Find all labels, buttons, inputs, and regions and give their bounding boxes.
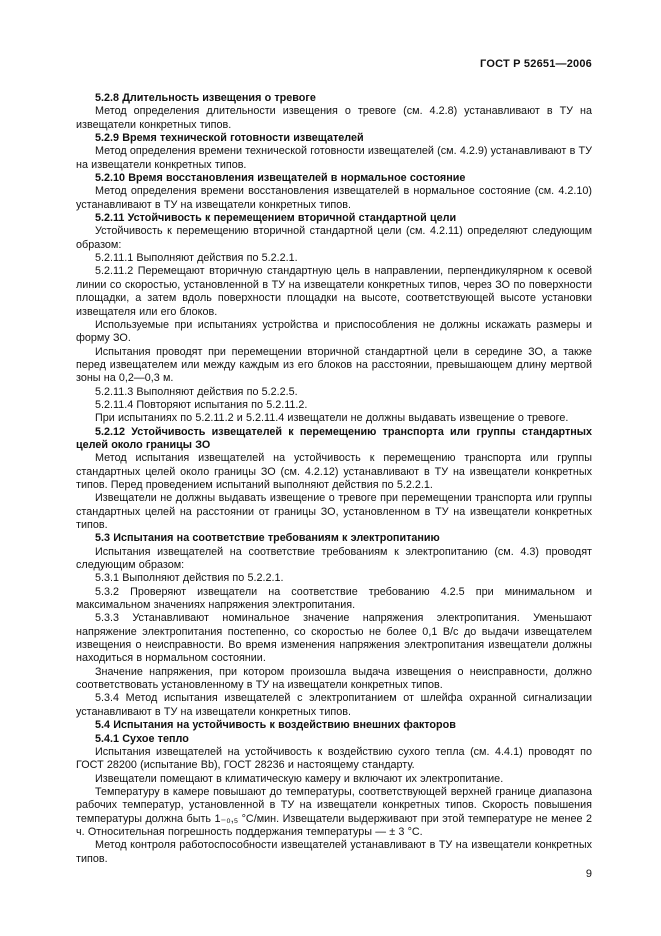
paragraph: Извещатели помещают в климатическую камеру и включают их электропитание. (95, 772, 504, 785)
section-heading: 5.2.9 Время технической готовности извещателей (95, 132, 364, 145)
paragraph: При испытаниях по 5.2.11.2 и 5.2.11.4 извещатели не должны выдавать извещение о тревоге. (95, 412, 569, 425)
paragraph: 5.2.11.4 Повторяют испытания по 5.2.11.2. (95, 398, 308, 411)
paragraph: Метод испытания извещателей на устойчивость к перемещению транспорта или группы стандартных целей около границы ЗО (см. 4.2.12) устанавливают в ТУ на извещатели конкретных типов. Перед проведением испытаний выполняют действия по 5.2.2.1. (76, 452, 592, 491)
paragraph: 5.2.11.1 Выполняют действия по 5.2.2.1. (95, 252, 298, 265)
paragraph: Метод контроля работоспособности извещателей устанавливают в ТУ на извещатели конкретных типов. (76, 839, 592, 865)
paragraph: 5.3.2 Проверяют извещатели на соответствие требованию 4.2.5 при минимальном и максимальном значениях напряжения электропитания. (76, 585, 592, 612)
paragraph: Используемые при испытаниях устройства и приспособления не должны искажать размеры и форму ЗО. (76, 318, 592, 345)
paragraph: 5.3.3 Устанавливают номинальное значение напряжения электропитания. Уменьшают напряжение электропитания постепенно, со скоростью не более 0,1 В/с до выдачи извещателем извещения о неисправности. Во время изменения напряжения электропитания извещатели должны находиться в нормальном состоянии. (76, 612, 592, 665)
paragraph: 5.3.1 Выполняют действия по 5.2.2.1. (95, 572, 284, 585)
section-heading: 5.2.8 Длительность извещения о тревоге (95, 92, 316, 104)
document-code-header: ГОСТ Р 52651—2006 (480, 58, 592, 70)
paragraph: Метод определения длительности извещения о тревоге (см. 4.2.8) устанавливают в ТУ на извещатели конкретных типов. (76, 105, 592, 131)
document-body (76, 92, 592, 866)
paragraph: 5.2.11.2 Перемещают вторичную стандартную цель в направлении, перпендикулярном к осевой линии со скоростью, установленной в ТУ на извещатели конкретных типов, через ЗО по поверхности площадки, а затем вдоль поверхности площадки на высоте, соответствующей высоте установки извещателя или его блоков. (76, 265, 592, 318)
section-heading: 5.2.10 Время восстановления извещателей в нормальное состояние (95, 172, 466, 185)
section-heading: 5.2.11 Устойчивость к перемещением вторичной стандартной цели (95, 212, 457, 225)
section-heading: 5.3 Испытания на соответствие требованиям к электропитанию (95, 532, 440, 545)
paragraph: Значение напряжения, при котором произошла выдача извещения о неисправности, должно соответствовать установленному в ТУ на извещатели конкретных типов. (76, 665, 592, 692)
paragraph: 5.2.11.3 Выполняют действия по 5.2.2.5. (95, 385, 298, 398)
paragraph: Испытания извещателей на соответствие требованиям к электропитанию (см. 4.3) проводят следующим образом: (76, 545, 592, 572)
paragraph: Извещатели не должны выдавать извещение о тревоге при перемещении транспорта или группы стандартных целей на расстоянии от границы ЗО, установленном в ТУ на извещатели конкретных типов. (76, 492, 592, 531)
paragraph: Метод определения времени технической готовности извещателей (см. 4.2.9) устанавливают в ТУ на извещатели конкретных типов. (76, 145, 592, 171)
section-heading: 5.4.1 Сухое тепло (95, 732, 189, 745)
paragraph: Устойчивость к перемещению вторичной стандартной цели (см. 4.2.11) определяют следующим образом: (76, 225, 592, 251)
section-heading: 5.4 Испытания на устойчивость к воздействию внешних факторов (95, 719, 456, 732)
section-heading: 5.2.12 Устойчивость извещателей к перемещению транспорта или группы стандартных целей около границы ЗО (76, 425, 592, 451)
paragraph: Испытания проводят при перемещении вторичной стандартной цели в середине ЗО, а также перед извещателем или между каждым из его блоков на расстоянии, превышающем длину мертвой зоны на 0,2—0,3 м. (76, 345, 592, 385)
paragraph: Испытания извещателей на устойчивость к воздействию сухого тепла (см. 4.4.1) проводят по ГОСТ 28200 (испытание Bb), ГОСТ 28236 и настоящему стандарту. (76, 745, 592, 772)
paragraph: Метод определения времени восстановления извещателей в нормальное состояние (см. 4.2.10) устанавливают в ТУ на извещатели конкретных типов. (76, 185, 592, 211)
paragraph: Температуру в камере повышают до температуры, соответствующей верхней границе диапазона рабочих температур, установленной в ТУ на извещатели конкретных типов. Скорость повышения температуры должна быть 1₋₀,₅ °С/мин. Извещатели выдерживают при этой температуре не менее 2 ч. Относительная погрешность поддержания температуры — ± 3 °С. (76, 785, 592, 838)
page-number: 9 (585, 868, 592, 880)
paragraph: 5.3.4 Метод испытания извещателей с электропитанием от шлейфа охранной сигнализации устанавливают в ТУ на извещатели конкретных типов. (76, 692, 592, 718)
